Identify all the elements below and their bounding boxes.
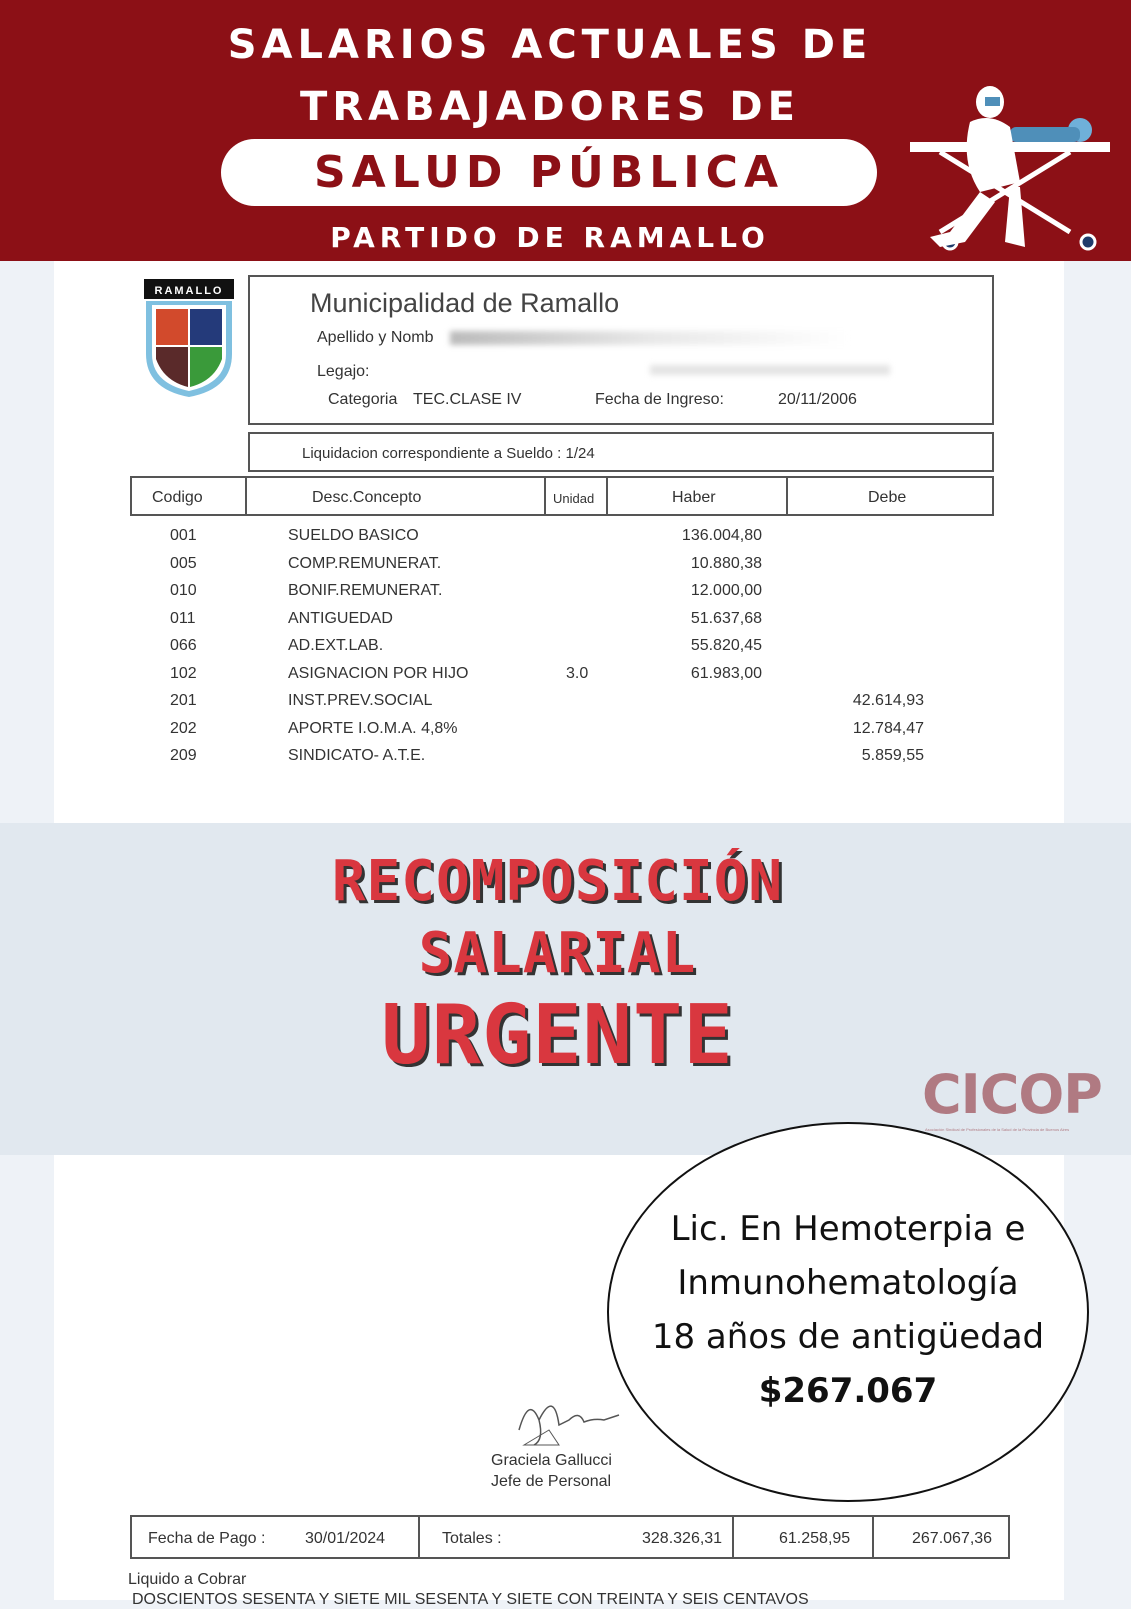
row-haber: 136.004,80 [681,527,762,544]
categoria-label: Categoria [328,391,398,408]
row-code: 066 [170,637,197,654]
total-haber: 328.326,31 [642,1530,723,1547]
row-haber: 12.000,00 [690,582,762,599]
subtitle: PARTIDO DE RAMALLO [330,221,770,254]
row-code: 202 [170,719,197,737]
row-code: 209 [170,747,197,764]
liquidacion-box [248,432,994,472]
row-desc: INST.PREV.SOCIAL [288,692,433,709]
ingreso-value: 20/11/2006 [778,391,857,408]
row-debe: 42.614,93 [852,692,924,709]
name-label: Apellido y Nomb [317,329,434,346]
cicop-tagline: Asociación Sindical de Profesionales de la Salud de la Provincia de Buenos Aires [925,1127,1070,1132]
row-code: 011 [170,609,196,627]
row-code: 001 [170,527,197,544]
redacted-legajo [650,365,890,375]
cicop-logo: CICOP [922,1063,1102,1126]
liquido-label: Liquido a Cobrar [128,1571,247,1588]
row-unit: 3.0 [566,664,589,682]
salary-callout [607,1122,1089,1502]
row-code: 102 [170,664,197,682]
callout-line-3: 18 años de antigüedad [651,1317,1045,1357]
total-debe: 61.258,95 [779,1530,851,1547]
col-codigo: Codigo [152,489,203,506]
row-desc: APORTE I.O.M.A. 4,8% [288,719,458,737]
payslip-top [54,261,1064,823]
banner-line-2: SALARIAL [418,921,697,986]
row-code: 010 [170,582,197,599]
title-line-1: SALARIOS ACTUALES DE [227,22,873,68]
row-haber: 61.983,00 [690,664,762,682]
total-neto: 267.067,36 [912,1530,993,1547]
col-debe: Debe [868,489,907,506]
title-highlight: SALUD PÚBLICA [221,139,877,206]
redacted-name [450,331,850,345]
banner-line-1: RECOMPOSICIÓN [331,849,784,914]
callout-line-2: Inmunohematología [677,1263,1019,1303]
row-haber: 10.880,38 [690,554,762,572]
signer-role: Jefe de Personal [491,1473,612,1490]
row-desc: ASIGNACION POR HIJO [288,664,469,682]
callout-line-1: Lic. En Hemoterpia e [670,1209,1026,1249]
row-desc: SINDICATO- A.T.E. [288,747,426,764]
col-unidad: Unidad [553,491,595,506]
pago-value: 30/01/2024 [305,1530,386,1547]
callout-amount: $267.067 [758,1371,938,1411]
categoria-value: TEC.CLASE IV [413,391,522,408]
totales-label: Totales : [442,1530,502,1547]
row-haber: 51.637,68 [690,609,762,627]
ingreso-label: Fecha de Ingreso: [595,391,724,408]
col-desc: Desc.Concepto [312,489,422,506]
row-debe: 5.859,55 [861,747,924,764]
liquido-words: DOSCIENTOS SESENTA Y SIETE MIL SESENTA Y SIETE CON TREINTA Y SEIS CENTAVOS [132,1591,809,1608]
urgent-banner [0,823,1131,1155]
row-desc: AD.EXT.LAB. [288,637,384,654]
col-haber: Haber [672,489,716,506]
pago-label: Fecha de Pago : [148,1530,266,1547]
row-haber: 55.820,45 [690,637,762,654]
row-desc: ANTIGUEDAD [288,609,393,627]
signer-name: Graciela Gallucci [491,1452,612,1469]
row-code: 201 [170,692,197,709]
title-line-2: TRABAJADORES DE [300,84,800,130]
row-debe: 12.784,47 [852,719,924,737]
banner-line-3: URGENTE [381,988,734,1083]
ramallo-crest-logo: RAMALLO [144,279,234,409]
table-header [130,476,994,516]
legajo-label: Legajo: [317,363,370,380]
row-code: 005 [170,554,197,572]
org-name: Municipalidad de Ramallo [310,288,620,318]
row-desc: SUELDO BASICO [288,527,419,544]
row-desc: COMP.REMUNERAT. [288,554,442,572]
header-banner [0,0,1131,261]
liquidacion-text: Liquidacion correspondiente a Sueldo : 1/24 [302,445,595,462]
employee-info-box [248,275,994,425]
totals-box [130,1515,1010,1559]
health-worker-stretcher-icon [900,82,1130,262]
row-desc: BONIF.REMUNERAT. [288,582,443,599]
